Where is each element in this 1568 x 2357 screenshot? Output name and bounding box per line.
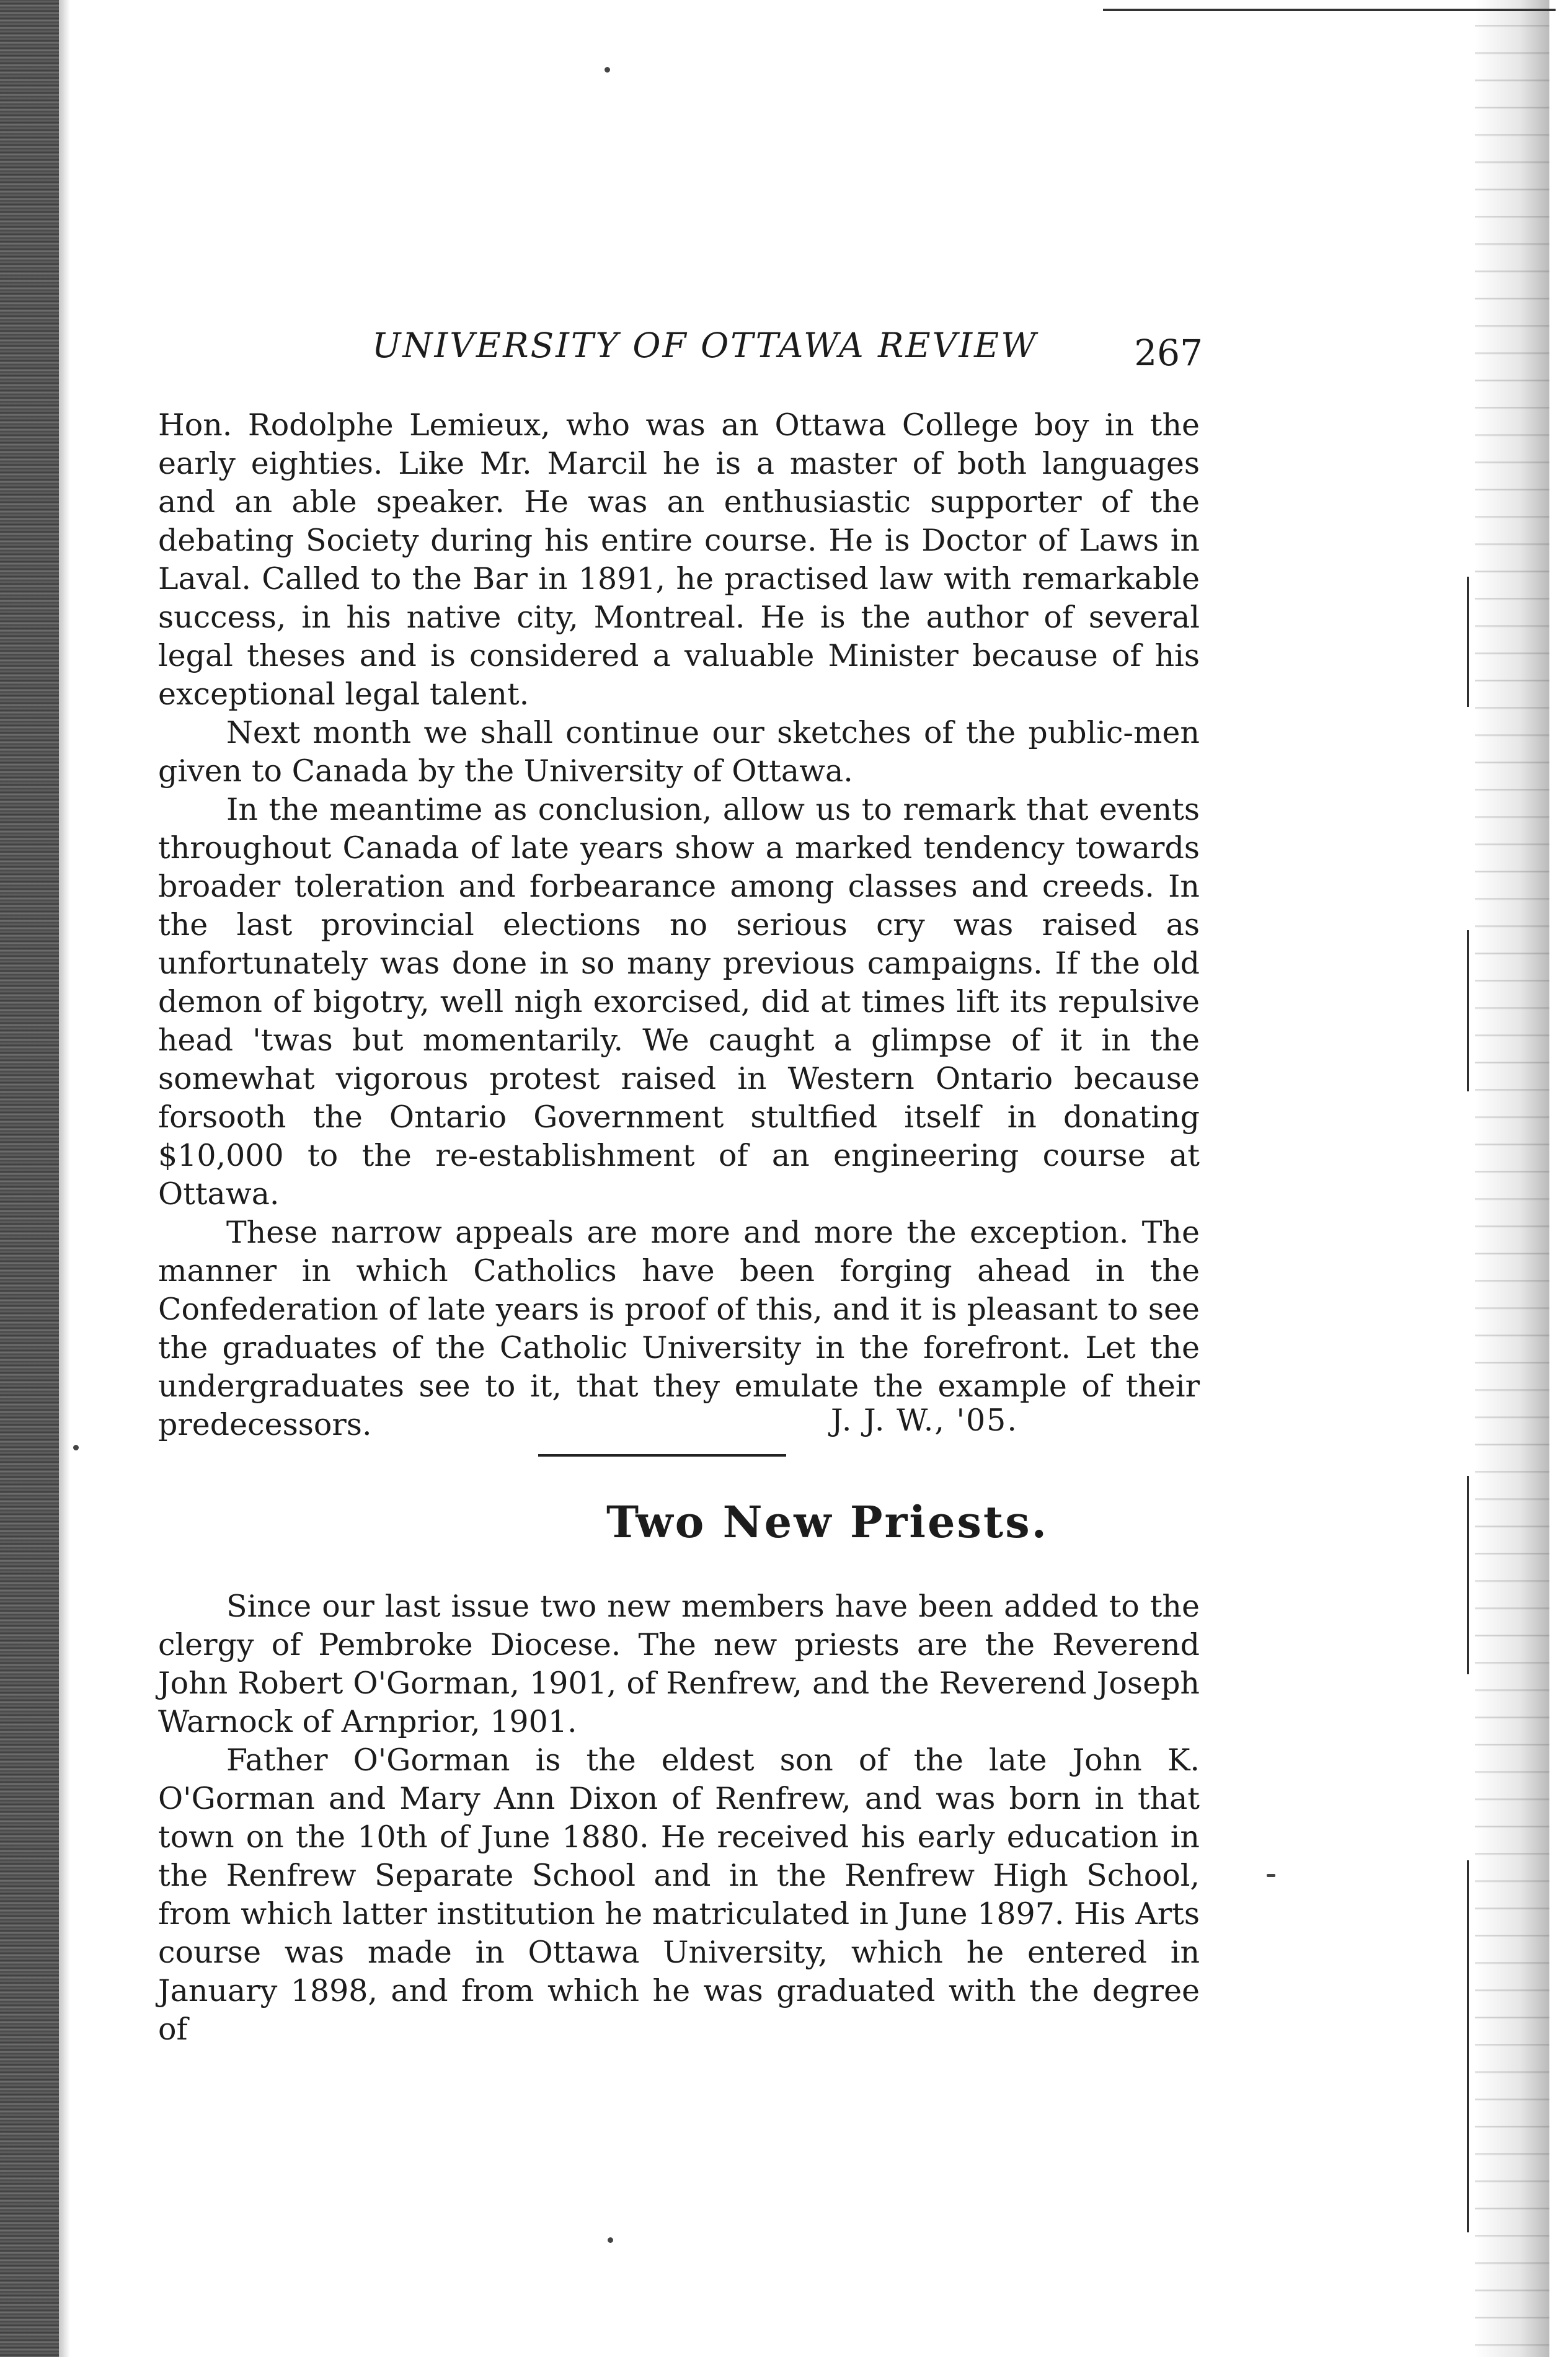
article-body (158, 1587, 1200, 2049)
page-number: 267 (1134, 332, 1203, 374)
scan-edge-mark (1467, 1860, 1469, 2232)
scanned-binding-edge (0, 0, 59, 2357)
scan-speck (605, 67, 610, 73)
scan-speck (1267, 1874, 1275, 1877)
scan-speck (608, 2237, 613, 2243)
paragraph: Next month we shall continue our sketches of the public-men given to Canada by the University of Ottawa. (158, 715, 1200, 789)
section-heading: Two New Priests. (606, 1496, 1049, 1548)
author-signature: J. J. W., '05. (831, 1403, 1018, 1438)
paragraph: These narrow appeals are more and more the exception. The manner in which Catholics have been forging ahead in the Confederation of late years is proof of this, and it is pleasant to see the graduates of the Catholic University in the forefront. Let the undergraduates see to it, that they emulate the example of their predecessors. (158, 1215, 1200, 1442)
paragraph: Hon. Rodolphe Lemieux, who was an Ottawa College boy in the early eighties. Like Mr. Marcil he is a master of both languages and an able speaker. He was an enthusiastic supporter of the debating Society during his entire course. He is Doctor of Laws in Laval. Called to the Bar in 1891, he practised law with remarkable success, in his native city, Montreal. He is the author of several legal theses and is considered a valuable Minister because of his exceptional legal talent. (158, 407, 1200, 712)
running-header (335, 326, 1203, 375)
article-body-continued (158, 406, 1200, 1444)
scan-speck (73, 1445, 79, 1450)
scan-top-rule (1103, 9, 1556, 11)
paragraph: Father O'Gorman is the eldest son of the late John K. O'Gorman and Mary Ann Dixon of Renfrew, and was born in that town on the 10th of June 1880. He received his early education in the Renfrew Separate School and in the Renfrew High School, from which latter institution he matriculated in June 1897. His Arts course was made in Ottawa University, which he entered in January 1898, and from which he was graduated with the degree of (158, 1742, 1200, 2047)
scan-edge-mark (1467, 577, 1469, 707)
section-divider (538, 1454, 786, 1457)
running-title: UNIVERSITY OF OTTAWA REVIEW (372, 326, 1038, 365)
paragraph: In the meantime as conclusion, allow us to remark that events throughout Canada of late years show a marked tendency towards broader toleration and forbearance among classes and creeds. In the last provincial elections no serious cry was raised as unfortunately was done in so many previous campaigns. If the old demon of bigotry, well nigh exorcised, did at times lift its repulsive head 'twas but momentarily. We caught a glimpse of it in the somewhat vigorous protest raised in Western Ontario because forsooth the Ontario Government stultfied itself in donating $10,000 to the re-establishment of an engineering course at Ottawa. (158, 792, 1200, 1212)
scanned-right-edge (1475, 0, 1549, 2357)
scan-edge-mark (1467, 930, 1469, 1091)
paragraph: Since our last issue two new members have been added to the clergy of Pembroke Diocese. The new priests are the Reverend John Robert O'Gorman, 1901, of Renfrew, and the Reverend Joseph Warnock of Arnprior, 1901. (158, 1589, 1200, 1739)
